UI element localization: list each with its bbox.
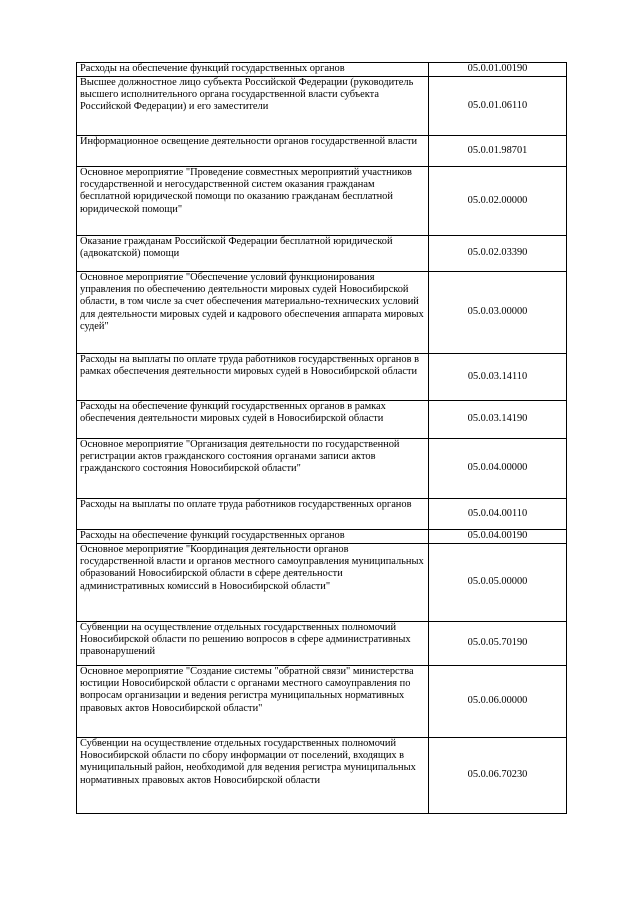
row-name-cell: Основное мероприятие "Проведение совместных мероприятий участников государственной и негосударственной систем оказания гражданам бесплатной юридической помощи по оказанию гражданам бесплатной юридической помощи" [77,167,429,236]
table-row [77,622,567,666]
table-row [77,499,567,530]
table-row [77,136,567,167]
row-code-cell: 05.0.05.70190 [429,622,567,666]
table-row [77,666,567,738]
row-code-cell: 05.0.02.03390 [429,236,567,272]
table-row [77,530,567,544]
row-name-cell: Высшее должностное лицо субъекта Российской Федерации (руководитель высшего исполнительного органа государственной власти субъекта Российской Федерации) и его заместители [77,77,429,136]
row-name-cell: Расходы на выплаты по оплате труда работников государственных органов [77,499,429,530]
row-name-cell: Основное мероприятие "Организация деятельности по государственной регистрации актов гражданского состояния органами записи актов гражданского состояния Новосибирской области" [77,439,429,499]
row-name-cell: Расходы на обеспечение функций государственных органов [77,63,429,77]
table-row [77,401,567,439]
row-code-cell: 05.0.01.00190 [429,63,567,77]
row-name-cell: Расходы на обеспечение функций государственных органов в рамках обеспечения деятельности мировых судей в Новосибирской области [77,401,429,439]
row-code-cell: 05.0.01.06110 [429,77,567,136]
row-code-cell: 05.0.04.00000 [429,439,567,499]
table-row [77,544,567,622]
row-code-cell: 05.0.04.00190 [429,530,567,544]
row-name-cell: Основное мероприятие "Обеспечение условий функционирования управления по обеспечению деятельности мировых судей Новосибирской области, в том числе за счет обеспечения материально-технических условий для деятельности мировых судей и кадрового обеспечения аппарата мировых судей" [77,272,429,354]
row-code-cell: 05.0.06.70230 [429,738,567,814]
row-code-cell: 05.0.06.00000 [429,666,567,738]
table-row [77,439,567,499]
row-code-cell: 05.0.05.00000 [429,544,567,622]
row-code-cell: 05.0.01.98701 [429,136,567,167]
row-name-cell: Расходы на выплаты по оплате труда работников государственных органов в рамках обеспечения деятельности мировых судей в Новосибирской области [77,354,429,401]
row-name-cell: Оказание гражданам Российской Федерации бесплатной юридической (адвокатской) помощи [77,236,429,272]
row-code-cell: 05.0.03.14110 [429,354,567,401]
table-row [77,354,567,401]
row-name-cell: Информационное освещение деятельности органов государственной власти [77,136,429,167]
row-code-cell: 05.0.03.00000 [429,272,567,354]
row-code-cell: 05.0.03.14190 [429,401,567,439]
row-name-cell: Субвенции на осуществление отдельных государственных полномочий Новосибирской области по сбору информации от поселений, входящих в муниципальный район, необходимой для ведения регистра муниципальных нормативных правовых актов Новосибирской области [77,738,429,814]
table-row [77,236,567,272]
row-code-cell: 05.0.04.00110 [429,499,567,530]
row-name-cell: Расходы на обеспечение функций государственных органов [77,530,429,544]
row-name-cell: Основное мероприятие "Координация деятельности органов государственной власти и органов местного самоуправления муниципальных образований Новосибирской области в сфере деятельности административных комиссий в Новосибирской области" [77,544,429,622]
table-row [77,272,567,354]
row-name-cell: Основное мероприятие "Создание системы "обратной связи" министерства юстиции Новосибирской области с органами местного самоуправления по вопросам организации и ведения регистра муниципальных нормативных правовых актов Новосибирской области" [77,666,429,738]
row-name-cell: Субвенции на осуществление отдельных государственных полномочий Новосибирской области по решению вопросов в сфере административных правонарушений [77,622,429,666]
budget-classification-table [76,62,567,814]
table-row [77,167,567,236]
table-row [77,738,567,814]
table-row [77,77,567,136]
row-code-cell: 05.0.02.00000 [429,167,567,236]
table-row [77,63,567,77]
